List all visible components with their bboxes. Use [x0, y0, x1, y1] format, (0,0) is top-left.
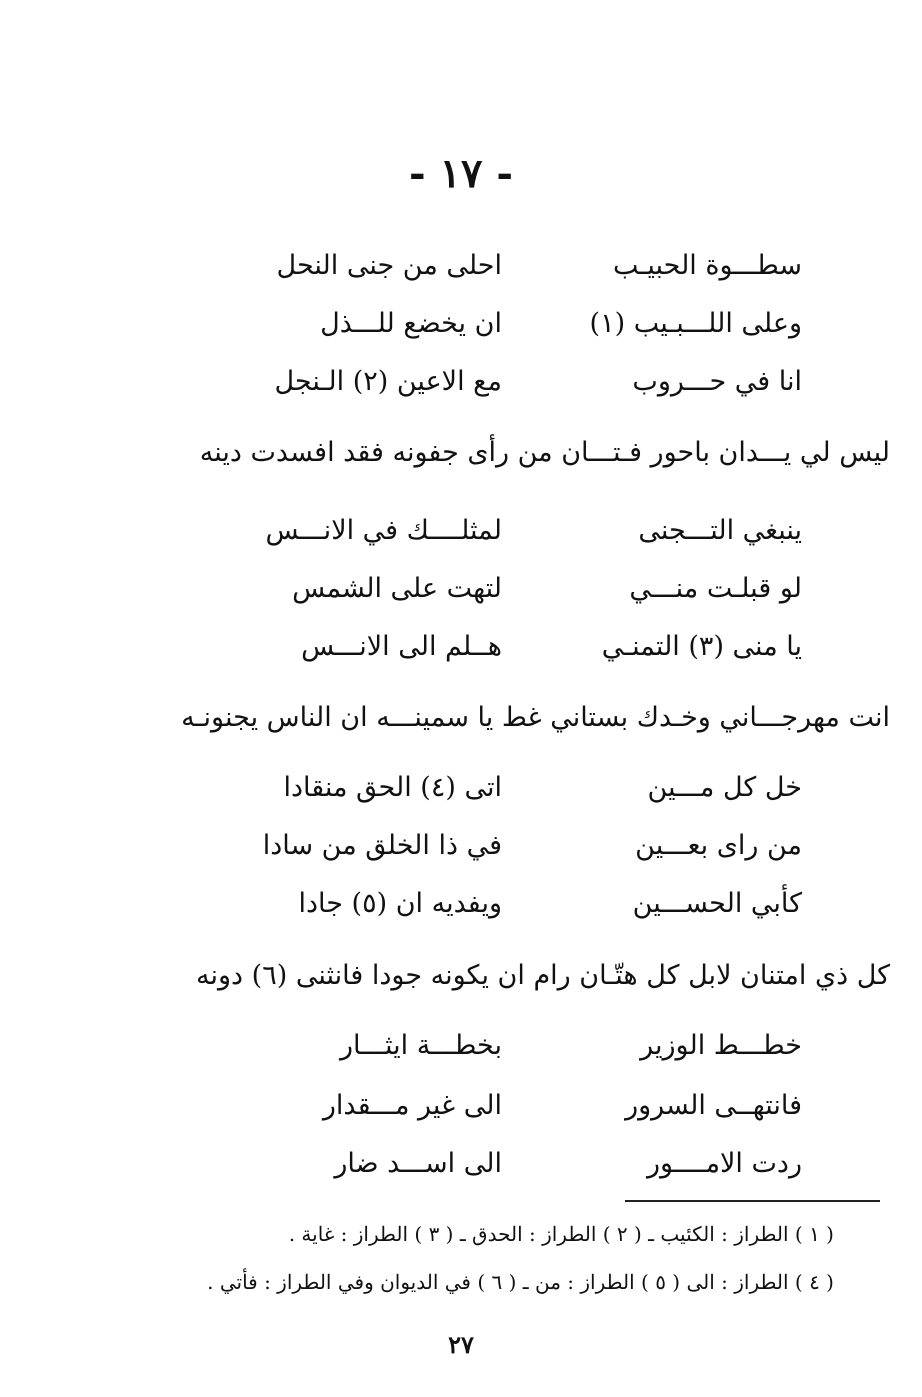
refrain-line: انت مهرجـــاني وخـدك بستاني غط يا سمينـــه ان الناس يجنونـه — [181, 702, 890, 733]
verse-left: بخطـــة ايثـــار — [339, 1030, 502, 1061]
verse-left: لتهت على الشمس — [292, 573, 502, 604]
verse-left: اتى (٤) الحق منقادا — [283, 772, 502, 803]
verse-right: سطـــوة الحبيـب — [612, 250, 802, 281]
verse-right: خل كل مـــين — [647, 772, 802, 803]
verse-left: ويفديه ان (٥) جادا — [298, 888, 502, 919]
verse-right: انا في حـــروب — [632, 366, 802, 397]
verse-left: مع الاعين (٢) الـنجل — [274, 366, 502, 397]
verse-right: ردت الامــــور — [646, 1148, 802, 1179]
verse-right: خطـــط الوزير — [640, 1030, 802, 1061]
verse-left: الى اســـد ضار — [334, 1148, 502, 1179]
footnote-line: ( ٤ ) الطراز : الى ( ٥ ) الطراز : من ـ ( ٦ ) في الديوان وفي الطراز : فأتي . — [207, 1270, 834, 1294]
verse-right: لو قبلـت منـــي — [629, 573, 802, 604]
verse-right: ينبغي التـــجنى — [638, 515, 802, 546]
verse-left: احلى من جنى النحل — [276, 250, 502, 281]
verse-right: فانتهــى السرور — [625, 1090, 802, 1121]
footnote-divider — [625, 1200, 880, 1202]
refrain-line: كل ذي امتنان لابل كل هتّـان رام ان يكونه جودا فانثنى (٦) دونه — [196, 960, 890, 991]
verse-right: كأبي الحســـين — [632, 888, 802, 919]
refrain-line: ليس لي يـــدان باحور فـتـــان من رأى جفونه فقد افسدت دينه — [199, 437, 890, 468]
verse-right: يا منى (٣) التمنـي — [601, 631, 802, 662]
verse-left: ان يخضع للـــذل — [320, 308, 502, 339]
verse-left: لمثلــــك في الانـــس — [265, 515, 502, 546]
verse-left: الى غير مـــقدار — [322, 1090, 502, 1121]
page-header-number: - ١٧ - — [408, 150, 514, 197]
page-number: ٢٧ — [448, 1330, 474, 1359]
verse-left: هــلم الى الانـــس — [301, 631, 502, 662]
footnote-line: ( ١ ) الطراز : الكئيب ـ ( ٢ ) الطراز : الحدق ـ ( ٣ ) الطراز : غاية . — [288, 1222, 834, 1246]
verse-left: في ذا الخلق من سادا — [262, 830, 502, 861]
verse-right: وعلى اللـــبـيب (١) — [589, 308, 802, 339]
verse-right: من راى بعـــين — [635, 830, 802, 861]
